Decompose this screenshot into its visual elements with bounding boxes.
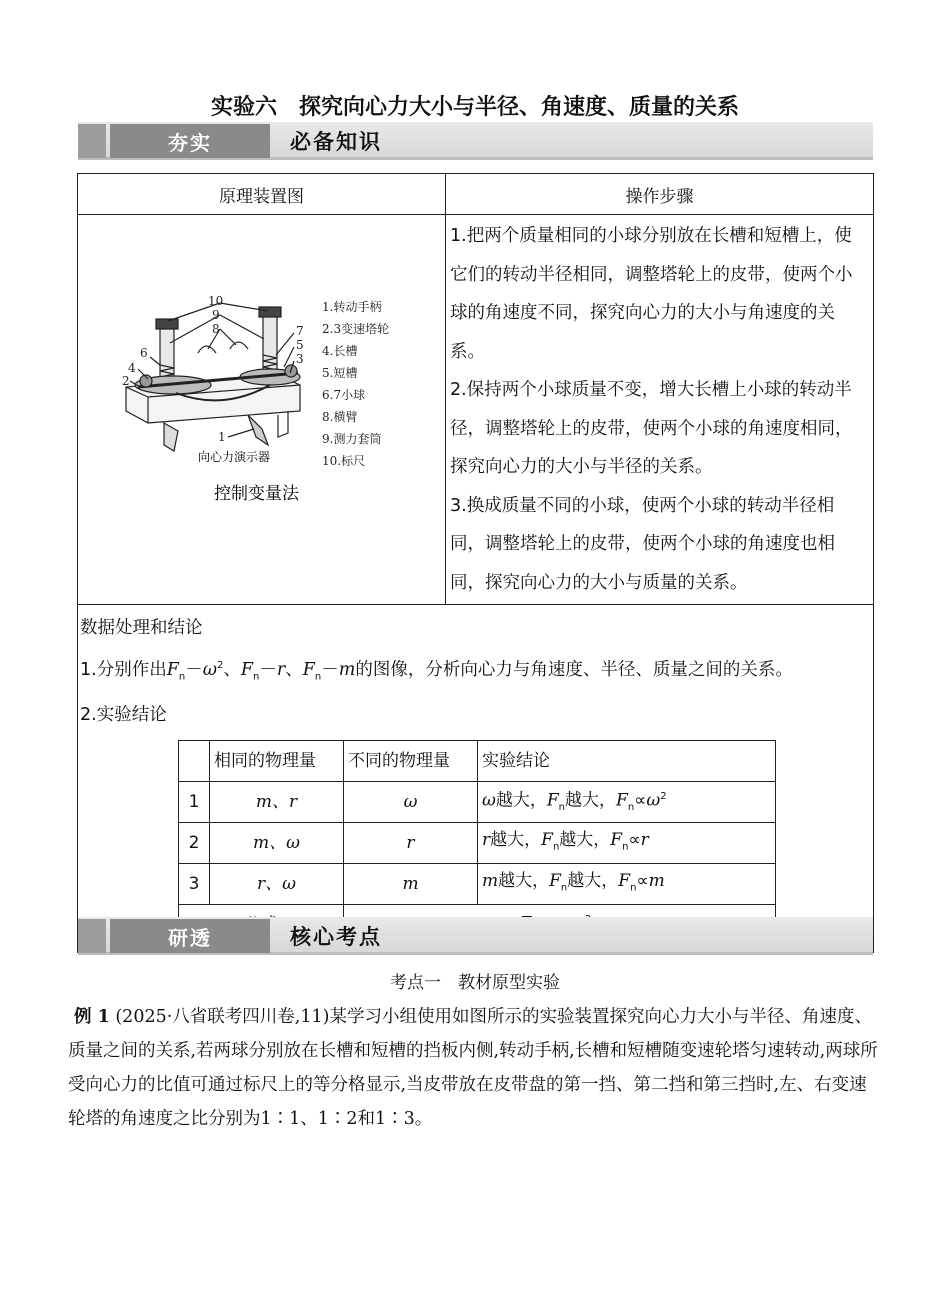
diagram-cell — [78, 215, 446, 605]
example-source: (2025·八省联考四川卷,11) — [115, 1007, 330, 1027]
example-label: 例 1 — [74, 1007, 110, 1027]
section-heading: 核心考点 — [290, 925, 382, 949]
step-item: 3.换成质量不同的小球，使两个小球的转动半径相同，调整塔轮上的皮带，使两个小球的角速度也相同，探究向心力的大小与质量的关系。 — [450, 495, 835, 593]
legend-item: 5.短槽 — [322, 366, 358, 380]
header-cell: 实验结论 — [478, 741, 776, 782]
conclusion-table — [178, 740, 776, 946]
step-item: 1.把两个质量相同的小球分别放在长槽和短槽上，使它们的转动半径相同，调整塔轮上的皮带，使两个小球的角速度不同，探究向心力的大小与角速度的关系。 — [450, 226, 853, 362]
legend-item: 9.测力套筒 — [322, 432, 382, 446]
legend-item: 8.横臂 — [322, 410, 358, 424]
centripetal-force-apparatus-diagram — [78, 215, 445, 595]
diagram-number: 2 — [122, 374, 130, 388]
legend-item: 10.标尺 — [322, 454, 366, 468]
diagram-number: 7 — [296, 324, 304, 338]
diagram-number: 8 — [212, 322, 220, 336]
kaodian-heading: 考点一 教材原型实验 — [390, 973, 560, 993]
header-cell: 相同的物理量 — [210, 741, 344, 782]
data-processing-cell — [78, 605, 874, 953]
data-item-1: 1.分别作出$F_n-\omega^2$、$F_n-r$、$F_n-m$的图像，分析向心力与角速度、半径、质量之间的关系。 — [80, 659, 793, 683]
legend-item: 6.7小球 — [322, 388, 366, 402]
step-item: 2.保持两个小球质量不变，增大长槽上小球的转动半径，调整塔轮上的皮带，使两个小球的角速度相同，探究向心力的大小与半径的关系。 — [450, 380, 853, 477]
col-header-steps: 操作步骤 — [446, 174, 874, 215]
example-paragraph — [68, 1000, 883, 1136]
section-banner-knowledge — [78, 122, 873, 160]
data-item-2: 2.实验结论 — [80, 705, 167, 726]
legend-item: 4.长槽 — [322, 344, 358, 358]
table-row: 1 m、r ω ω越大，$F_n$越大，$F_n\propto\omega^2$ — [179, 782, 776, 823]
page-title: 实验六 探究向心力大小与半径、角速度、质量的关系 — [210, 94, 739, 120]
diagram-number: 5 — [296, 338, 304, 352]
table-row: 2 m、ω r r越大，$F_n$越大，$F_n\propto r$ — [179, 823, 776, 864]
section-banner-core — [78, 917, 873, 955]
legend-item: 2.3变速塔轮 — [322, 322, 390, 336]
diagram-number: 1 — [218, 430, 226, 444]
header-cell: 不同的物理量 — [344, 741, 478, 782]
section-heading: 必备知识 — [290, 130, 382, 154]
section-tag: 夯实 — [110, 124, 270, 158]
diagram-number: 9 — [212, 308, 220, 322]
diagram-number: 3 — [296, 352, 304, 366]
steps-cell — [446, 215, 874, 605]
example-text: 某学习小组使用如图所示的实验装置探究向心力大小与半径、角速度、质量之间的关系,若两球分别放在长槽和短槽的挡板内侧,转动手柄,长槽和短槽随变速轮塔匀速转动,两球所受向心力的比值可通过标尺上的等分格显示,当皮带放在皮带盘的第一挡、第二挡和第三挡时,左、右变速轮塔的角速度之比分别为1∶1、1∶2和1∶3。 — [68, 1007, 878, 1129]
diagram-caption: 向心力演示器 — [198, 450, 271, 464]
legend-item: 1.转动手柄 — [322, 300, 382, 314]
header-cell — [179, 741, 210, 782]
table-row: 3 r、ω m m越大，$F_n$越大，$F_n\propto m$ — [179, 864, 776, 905]
section-tag: 研透 — [110, 919, 270, 953]
diagram-number: 6 — [140, 346, 148, 360]
principle-table — [77, 173, 874, 953]
col-header-diagram: 原理装置图 — [78, 174, 446, 215]
diagram-number: 10 — [208, 294, 224, 308]
diagram-number: 4 — [128, 361, 136, 375]
method-label: 控制变量法 — [214, 484, 299, 504]
data-heading: 数据处理和结论 — [80, 618, 203, 638]
